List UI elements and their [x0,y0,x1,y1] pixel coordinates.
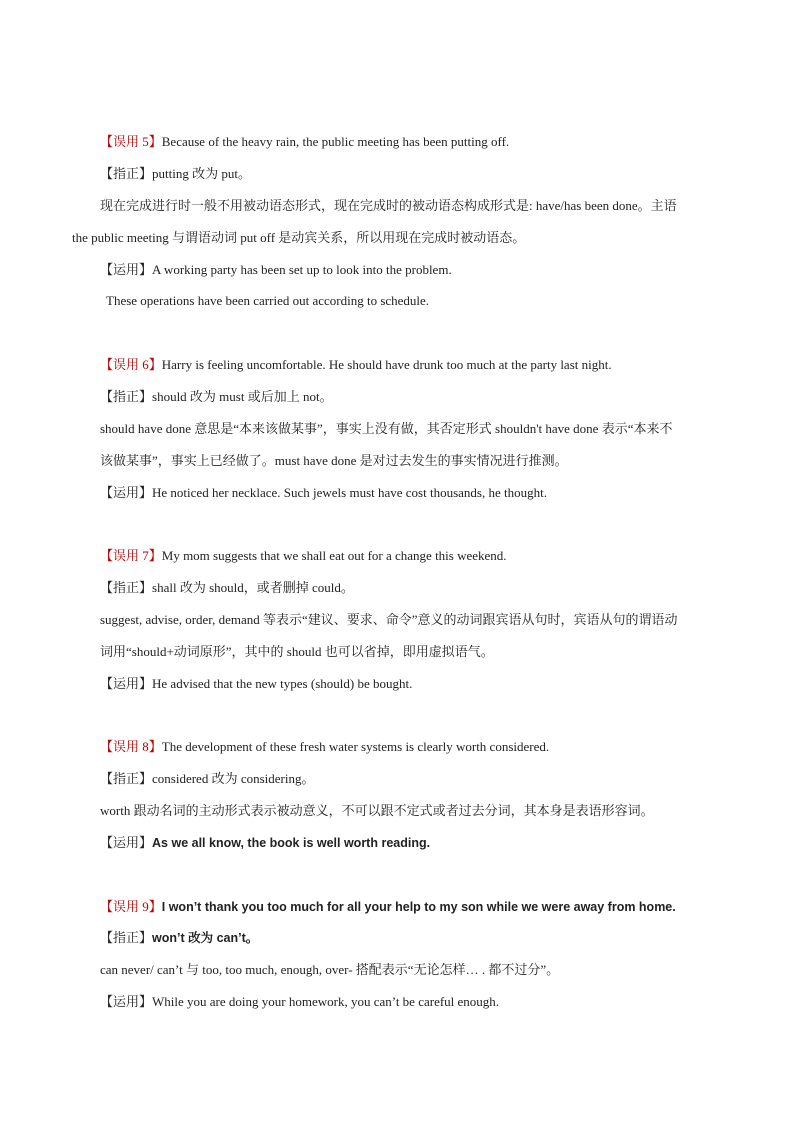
correction-tag: 【指正】 [100,389,153,404]
error-text: My mom suggests that we shall eat out for a change this weekend. [161,548,507,563]
usage-tag: 【运用】 [100,676,153,691]
error-sentence-7 [100,548,730,564]
correction-text: should 改为 must 或后加上 not。 [152,389,333,404]
usage-tag: 【运用】 [100,485,153,500]
usage-text: While you are doing your homework, you can’t be careful enough. [152,994,500,1009]
usage-tag: 【运用】 [100,835,153,850]
usage-text: He advised that the new types (should) be bought. [152,676,413,691]
correction-text: won’t 改为 can’t。 [152,931,259,945]
explanation-7-line-1 [100,612,730,628]
error-tag: 【误用 6】 [100,357,162,372]
usage-text: A working party has been set up to look into the problem. [152,262,452,277]
correction-5 [100,166,730,182]
correction-text: shall 改为 should，或者删掉 could。 [152,580,354,595]
error-tag: 【误用 5】 [100,134,162,149]
error-tag: 【误用 9】 [100,899,162,914]
usage-text: He noticed her necklace. Such jewels must have cost thousands, he thought. [152,485,547,500]
usage-text: These operations have been carried out according to schedule. [106,293,430,308]
explanation-text: should have done 意思是“本来该做某事”，事实上没有做，其否定形式 shouldn't have done 表示“本来不 [100,421,673,436]
error-text: I won’t thank you too much for all your help to my son while we were away from home. [161,900,676,914]
usage-5-line-2 [106,293,736,309]
error-text: The development of these fresh water systems is clearly worth considered. [161,739,550,754]
explanation-7-line-2 [100,644,730,660]
usage-7 [100,676,730,692]
error-sentence-8 [100,739,730,755]
correction-8 [100,771,730,787]
explanation-8-line-1 [100,803,730,819]
correction-6 [100,389,730,405]
error-sentence-5 [100,134,730,150]
error-tag: 【误用 8】 [100,739,162,754]
usage-5 [100,262,730,278]
usage-text: As we all know, the book is well worth reading. [152,836,431,850]
usage-6 [100,485,730,501]
explanation-6-line-1 [100,421,730,437]
explanation-text: can never/ can’t 与 too, too much, enough, over- 搭配表示“无论怎样… . 都不过分”。 [100,962,560,977]
explanation-text: 词用“should+动词原形”，其中的 should 也可以省掉，即用虚拟语气。 [100,644,494,659]
explanation-5-line-2 [72,230,702,246]
error-text: Harry is feeling uncomfortable. He should have drunk too much at the party last night. [161,357,612,372]
error-text: Because of the heavy rain, the public meeting has been putting off. [161,134,510,149]
correction-tag: 【指正】 [100,771,153,786]
explanation-6-line-2 [100,453,730,469]
error-tag: 【误用 7】 [100,548,162,563]
correction-tag: 【指正】 [100,930,153,945]
correction-9 [100,930,730,946]
explanation-text: suggest, advise, order, demand 等表示“建议、要求、命令”意义的动词跟宾语从句时，宾语从句的谓语动 [100,612,678,627]
usage-9 [100,994,730,1010]
explanation-text: worth 跟动名词的主动形式表示被动意义，不可以跟不定式或者过去分词，其本身是表语形容词。 [100,803,654,818]
correction-text: considered 改为 considering。 [152,771,315,786]
usage-8 [100,835,730,851]
explanation-5-line-1 [100,198,730,214]
usage-tag: 【运用】 [100,994,153,1009]
correction-tag: 【指正】 [100,166,153,181]
correction-7 [100,580,730,596]
explanation-text: 现在完成进行时一般不用被动语态形式，现在完成时的被动语态构成形式是: have/has been done。主语 [100,198,677,213]
error-sentence-6 [100,357,730,373]
usage-tag: 【运用】 [100,262,153,277]
error-sentence-9 [100,899,730,915]
correction-tag: 【指正】 [100,580,153,595]
explanation-9-line-1 [100,962,730,978]
explanation-text: the public meeting 与谓语动词 put off 是动宾关系，所以用现在完成时被动语态。 [72,230,526,245]
correction-text: putting 改为 put。 [152,166,251,181]
explanation-text: 该做某事”，事实上已经做了。must have done 是对过去发生的事实情况进行推测。 [100,453,568,468]
